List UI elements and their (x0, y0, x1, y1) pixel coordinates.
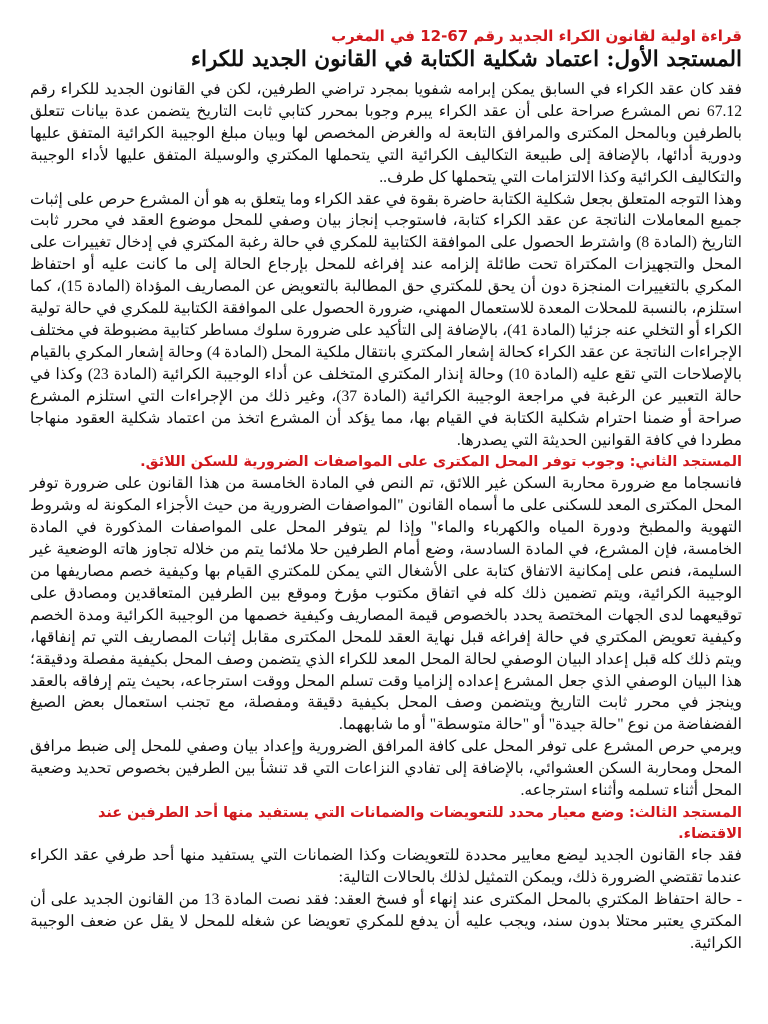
section2-paragraph-1: فانسجاما مع ضرورة محاربة السكن غير اللائق، تم النص في المادة الخامسة من هذا القانون على ضرورة توفر المحل المكترى المعد للسكنى على ما أسماه القانون "المواصفات الضرورية من حيث الأجزاء المكونة له وشروط التهوية والمطبخ ودورة المياه والكهرباء والماء" وإذا لم يتوفر المحل على المواصفات المذكورة في المادة الخامسة، فإن المشرع، في المادة السادسة، وضع أمام الطرفين حلا ملائما يتم من خلاله تجاوز هاته الوضعية غير السليمة، فنص على إمكانية الاتفاق كتابة على الأشغال التي يمكن للمكتري القيام بها وكيفية خصم مصاريفها من الوجيبة الكرائية، ويتم تضمين ذلك كله في اتفاق مكتوب مؤرخ وموقع بين الطرفين المتعاقدين ومصادق على توقيعهما لدى الجهات المختصة يحدد بالخصوص قيمة المصاريف وكيفية خصمها من الوجيبة الكرائية ومدة الخصم وكيفية تعويض المكتري في حالة إفراغه قبل نهاية العقد للمحل المكترى مقابل إثبات المصاريف التي تم إنفاقها، ويتم ذلك كله قبل إعداد البيان الوصفي لحالة المحل المعد للكراء الذي يتضمن وصف المحل بكيفية مفصلة ودقيقة؛ هذا البيان الوصفي الذي جعل المشرع إعداده إلزاميا وقت تسلم المحل ووقت استرجاعه، بحيث يتم إرفاقه بالعقد وينجز في محرر ثابت التاريخ ويتضمن وصف المحل بكيفية دقيقة ومفصلة، مع تجنب استعمال بعض الصيغ الفضفاضة من نوع "حالة جيدة" أو "حالة متوسطة" أو ما شابههما. (30, 475, 742, 734)
top-heading: قراءة اولية لقانون الكراء الجديد رقم 67-12 في المغرب (331, 27, 742, 45)
section2-paragraph-2: ويرمي حرص المشرع على توفر المحل على كافة المرافق الضرورية وإعداد بيان وصفي للمحل إلى ضبط مرافق المحل ومحاربة السكن العشوائي، بالإضافة إلى تفادي النزاعات التي قد تنشأ بين الطرفين بخصوص تحديد وضعية المحل أثناء تسلمه وأثناء استرجاعه. (30, 738, 742, 800)
section2-title: المستجد الثاني: وجوب توفر المحل المكترى على المواصفات الضرورية للسكن اللائق. (140, 454, 742, 471)
section1-paragraph-2: وهذا التوجه المتعلق بجعل شكلية الكتابة حاضرة بقوة في عقد الكراء وما يتعلق به هو أن المشرع حرص على إثبات جميع المعاملات الناتجة عن عقد الكراء كتابة، فاستوجب إنجاز بيان وصفي للمحل موضوع العقد في محرر ثابت التاريخ (المادة 8) واشترط الحصول على الموافقة الكتابية للمكري في حالة رغبة المكتري في إدخال تغييرات على المحل والتجهيزات المكتراة تحت طائلة إلزامه عند إفراغه للمحل بإرجاع الحالة إلى ما كانت عليه أو احتفاظ المكري بالتغييرات المنجزة دون أن يحق للمكتري حق المطالبة بالتعويض عن المصاريف المؤداة (المادة 15)، كما استلزم، بالنسبة للمحلات المعدة للاستعمال المهني، ضرورة الحصول على الموافقة الكتابية للمكري في حالة تولية الكراء أو التخلي عنه جزئيا (المادة 41)، بالإضافة إلى التأكيد على ضرورة سلوك مساطر كتابية مضبوطة في مختلف الإجراءات الناتجة عن عقد الكراء كحالة إشعار المكتري بانتقال ملكية المحل (المادة 4) وحالة إشعار المكري بالقيام بالإصلاحات التي تقع عليه (المادة 10) وحالة إنذار المكتري المتخلف عن أداء الوجيبة الكرائية (المادة 23) وكذا في حالة التعبير عن الرغبة في مراجعة الوجيبة الكرائية (المادة 37)، وغير ذلك من الإجراءات التي استلزم المشرع صراحة أو ضمنا احترام شكلية الكتابة في القيام بها، مما يؤكد أن المشرع اتخذ من اعتماد شكلية العقود منهاجا مطردا في كافة القوانين الحديثة التي يصدرها. (30, 190, 743, 449)
section3-paragraph-1: فقد جاء القانون الجديد ليضع معايير محددة للتعويضات وكذا الضمانات التي يستفيد منها أحد طرفي عقد الكراء عندما تقتضي الضرورة ذلك، ويمكن التمثيل لذلك بالحالات التالية: (30, 847, 742, 886)
section3-paragraph-2: - حالة احتفاظ المكتري بالمحل المكترى عند إنهاء أو فسخ العقد: فقد نصت المادة 13 من القانون الجديد على أن المكتري يعتبر محتلا بدون سند، ويجب عليه أن يدفع للمكري تعويضا عن شغله للمحل لا يقل عن ضعف الوجيبة الكرائية. (30, 890, 742, 952)
section3-title: المستجد الثالث: وضع معيار محدد للتعويضات والضمانات التي يستفيد منها أحد الطرفين عند الاقتضاء. (97, 805, 742, 842)
main-title: المستجد الأول: اعتماد شكلية الكتابة في القانون الجديد للكراء (190, 47, 742, 72)
section1-paragraph-1: فقد كان عقد الكراء في السابق يمكن إبرامه شفويا بمجرد تراضي الطرفين، لكن في القانون الجديد للكراء رقم 67.12 نص المشرع صراحة على أن عقد الكراء يبرم وجوبا بمحرر كتابي ثابت التاريخ يتضمن عدة بيانات تتعلق بالطرفين وبالمحل المكترى والمرافق التابعة له والغرض المخصص لها وبيان مبلغ الوجيبة الكرائية المتفق عليها ودورية أدائها، بالإضافة إلى طبيعة التكاليف الكرائية التي يتحملها المكتري والوسيلة المتفق عليها لأداء الوجيبة والتكاليف الكرائية وكذا الالتزامات التي يتحملها كل طرف.. (30, 81, 742, 186)
document-page (30, 26, 742, 1024)
